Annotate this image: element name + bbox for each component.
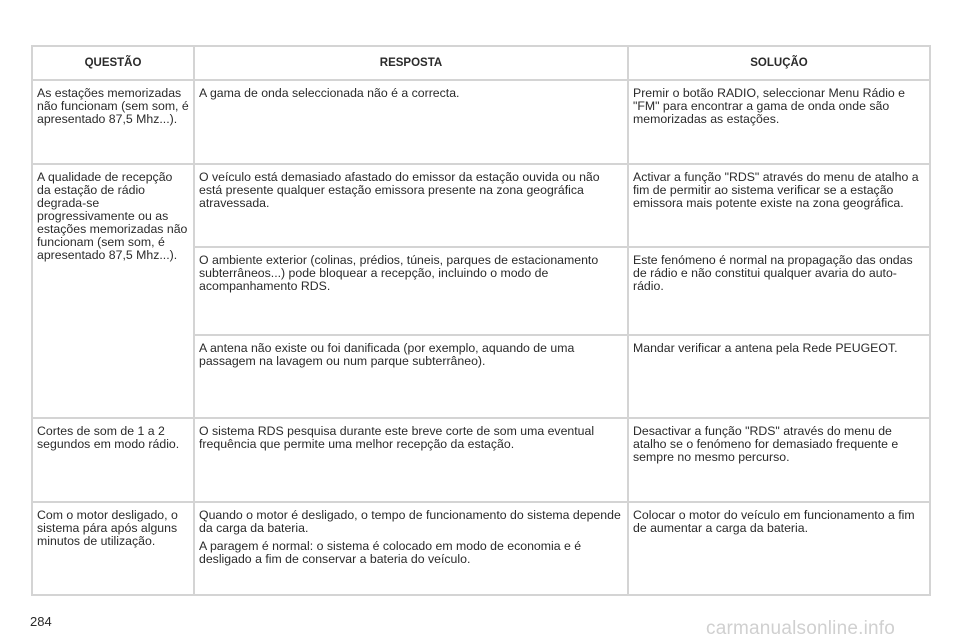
header-solution: SOLUÇÃO — [628, 46, 930, 80]
table-row — [32, 502, 930, 595]
table-header-row — [32, 46, 930, 80]
table-row — [32, 418, 930, 502]
solution-cell: Colocar o motor do veículo em funcionamento a fim de aumentar a carga da bateria. — [628, 502, 930, 595]
answer-paragraph-2: A paragem é normal: o sistema é colocado em modo de economia e é desligado a fim de conservar a bateria do veículo. — [199, 539, 582, 566]
solution-cell: Activar a função "RDS" através do menu de atalho a fim de permitir ao sistema verificar se a estação emissora mais potente existe na zona geográfica. — [628, 164, 930, 247]
header-question: QUESTÃO — [32, 46, 194, 80]
question-cell: As estações memorizadas não funcionam (sem som, é apresentado 87,5 Mhz...). — [32, 80, 194, 164]
question-cell: Com o motor desligado, o sistema pára após alguns minutos de utilização. — [32, 502, 194, 595]
solution-cell: Premir o botão RADIO, seleccionar Menu Rádio e "FM" para encontrar a gama de onda onde são memorizadas as estações. — [628, 80, 930, 164]
question-cell: A qualidade de recepção da estação de rádio degrada-se progressivamente ou as estações memorizadas não funcionam (sem som, é apresentado 87,5 Mhz...). — [32, 164, 194, 418]
answer-paragraph-1: Quando o motor é desligado, o tempo de funcionamento do sistema depende da carga da bateria. — [199, 508, 621, 535]
header-answer: RESPOSTA — [194, 46, 628, 80]
page-number: 284 — [30, 614, 52, 629]
table-row — [32, 80, 930, 164]
solution-cell: Este fenómeno é normal na propagação das ondas de rádio e não constitui qualquer avaria do auto-rádio. — [628, 247, 930, 335]
answer-cell: O veículo está demasiado afastado do emissor da estação ouvida ou não está presente qualquer estação emissora presente na zona geográfica atravessada. — [194, 164, 628, 247]
answer-cell: O ambiente exterior (colinas, prédios, túneis, parques de estacionamento subterrâneos...) pode bloquear a recepção, incluindo o modo de acompanhamento RDS. — [194, 247, 628, 335]
question-cell: Cortes de som de 1 a 2 segundos em modo rádio. — [32, 418, 194, 502]
watermark: carmanualsonline.info — [706, 618, 896, 639]
solution-cell: Mandar verificar a antena pela Rede PEUGEOT. — [628, 335, 930, 418]
answer-cell: A antena não existe ou foi danificada (por exemplo, aquando de uma passagem na lavagem ou num parque subterrâneo). — [194, 335, 628, 418]
troubleshooting-table — [31, 45, 931, 596]
answer-cell: A gama de onda seleccionada não é a correcta. — [194, 80, 628, 164]
answer-cell — [194, 502, 628, 595]
solution-cell: Desactivar a função "RDS" através do menu de atalho se o fenómeno for demasiado frequente e sempre no mesmo percurso. — [628, 418, 930, 502]
answer-cell: O sistema RDS pesquisa durante este breve corte de som uma eventual frequência que permite uma melhor recepção da estação. — [194, 418, 628, 502]
table-row — [32, 164, 930, 247]
